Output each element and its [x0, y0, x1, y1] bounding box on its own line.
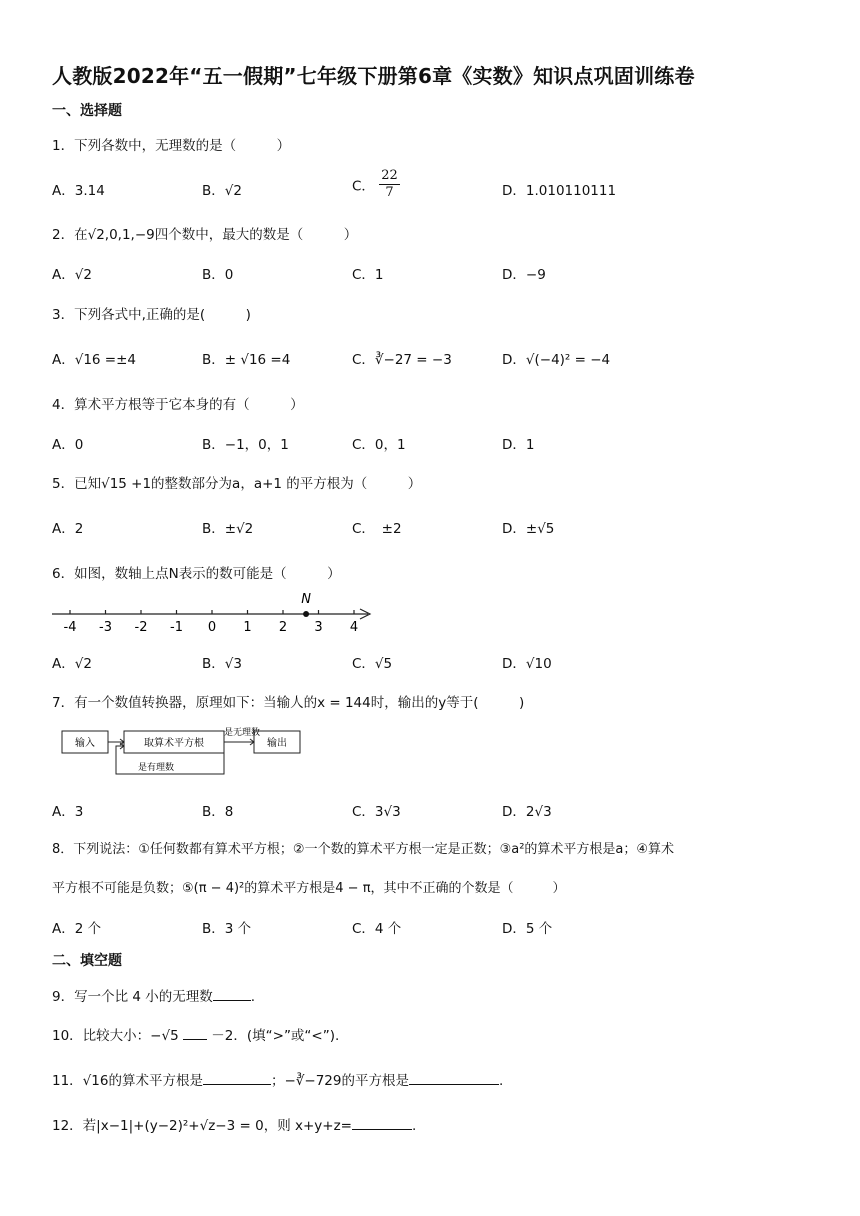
number-line-tick-label: 3	[314, 620, 323, 635]
question-3-option-d: D．√(−4)² = −4	[502, 352, 611, 368]
irrational-label: 是无理数	[224, 728, 261, 738]
question-3-stem: 3．下列各式中,正确的是( )	[52, 307, 251, 323]
page-title: 人教版2022年“五一假期”七年级下册第6章《实数》知识点巩固训练卷	[52, 64, 695, 88]
question-11-answer-blank-1[interactable]	[203, 1072, 271, 1085]
number-line-tick-label: -4	[63, 620, 77, 635]
question-6-option-a: A．√2	[52, 656, 92, 672]
question-4-option-a: A．0	[52, 437, 84, 453]
number-line-tick-label: 1	[243, 620, 252, 635]
question-9-stem: 9．写一个比 4 小的无理数	[52, 989, 213, 1005]
question-12-stem: 12．若|x−1|+(y−2)²+√z−3 = 0，则 x+y+z=	[52, 1118, 352, 1134]
question-6-stem: 6．如图，数轴上点N表示的数可能是（ ）	[52, 566, 341, 582]
question-1-option-a: A．3.14	[52, 183, 105, 199]
question-5-option-c: C． ±2	[352, 521, 402, 537]
question-12-end: .	[412, 1118, 417, 1134]
question-11-stem: 11．√16的算术平方根是	[52, 1073, 203, 1089]
question-7-stem: 7．有一个数值转换器，原理如下：当输人的x = 144时，输出的y等于( )	[52, 695, 525, 711]
question-8-stem-line-1: 8．下列说法：①任何数都有算术平方根；②一个数的算术平方根一定是正数；③a²的算术平方根是a；④算术	[52, 842, 675, 857]
question-1-option-b: B．√2	[202, 183, 242, 199]
fraction-denominator: 7	[385, 185, 394, 200]
question-1-option-d: D．1.010110111	[502, 183, 617, 199]
question-7-option-a: A．3	[52, 804, 84, 820]
input-box-label: 输入	[75, 738, 95, 749]
question-11-answer-blank-2[interactable]	[409, 1072, 499, 1085]
section-heading-choice: 一、选择题	[52, 103, 122, 119]
question-2-option-c: C．1	[352, 267, 384, 283]
question-2-option-b: B．0	[202, 267, 234, 283]
number-line-tick-label: 2	[278, 620, 288, 635]
question-8-option-b: B．3 个	[202, 921, 252, 937]
question-6-option-b: B．√3	[202, 656, 242, 672]
question-2-option-d: D．−9	[502, 267, 546, 283]
fraction	[379, 168, 400, 201]
question-9-end: .	[250, 989, 256, 1005]
number-line-tick-label: 4	[349, 620, 359, 635]
fraction-numerator: 22	[381, 168, 398, 183]
question-4-stem: 4．算术平方根等于它本身的有（ ）	[52, 397, 304, 413]
rational-label: 是有理数	[138, 763, 175, 773]
question-9-answer-blank[interactable]	[213, 988, 251, 1001]
question-2-stem: 2．在√2,0,1,−9四个数中，最大的数是（ ）	[52, 227, 358, 243]
question-4-option-d: D．1	[502, 437, 535, 453]
question-10-stem: 10．比较大小：−√5	[52, 1028, 179, 1044]
question-3-option-b: B．± √16 =4	[202, 352, 291, 368]
question-8-option-d: D．5 个	[502, 921, 553, 937]
question-8-option-c: C．4 个	[352, 921, 402, 937]
question-1-option-c	[352, 168, 400, 201]
question-8-option-a: A．2 个	[52, 921, 102, 937]
question-4-option-b: B．−1，0，1	[202, 437, 289, 453]
section-heading-fill-in: 二、填空题	[52, 953, 122, 969]
number-line-tick-label: -1	[170, 620, 183, 635]
question-11-end: .	[498, 1073, 504, 1089]
question-3-option-c: C．∛−27 = −3	[352, 352, 452, 368]
question-10-answer-blank[interactable]	[183, 1027, 207, 1040]
question-5-option-a: A．2	[52, 521, 84, 537]
process-box-label: 取算术平方根	[144, 738, 204, 749]
question-4-option-c: C．0，1	[352, 437, 406, 453]
question-10	[52, 1024, 339, 1044]
question-12	[52, 1114, 416, 1134]
question-12-answer-blank[interactable]	[352, 1117, 412, 1130]
question-3-option-a: A．√16 =±4	[52, 352, 137, 368]
question-5-stem: 5．已知√15 +1的整数部分为a，a+1 的平方根为（ ）	[52, 476, 422, 492]
number-line-figure	[50, 588, 380, 638]
question-8-stem-line-2: 平方根不可能是负数；⑤(π − 4)²的算术平方根是4 − π，其中不正确的个数是（ ）	[52, 881, 566, 896]
question-7-option-c: C．3√3	[352, 804, 401, 820]
question-7-option-b: B．8	[202, 804, 234, 820]
question-7-option-d: D．2√3	[502, 804, 552, 820]
question-2-option-a: A．√2	[52, 267, 92, 283]
point-n-label: N	[301, 592, 311, 607]
question-6-option-d: D．√10	[502, 656, 552, 672]
converter-flowchart	[60, 722, 310, 778]
option-c-label: C．	[352, 178, 375, 195]
number-line-tick-label: -2	[134, 620, 148, 635]
number-line-tick-label: -3	[99, 620, 112, 635]
output-box-label: 输出	[267, 738, 287, 749]
question-1-stem: 1．下列各数中，无理数的是（ ）	[52, 138, 291, 154]
question-5-option-b: B．±√2	[202, 521, 254, 537]
question-11-middle: ；−∛−729的平方根是	[270, 1073, 409, 1089]
number-line-point-n	[303, 611, 309, 617]
question-6-option-c: C．√5	[352, 656, 393, 672]
number-line-tick-label: 0	[207, 620, 217, 635]
question-10-end: －2．(填“>”或“<”).	[211, 1028, 340, 1044]
question-11	[52, 1069, 503, 1089]
question-9	[52, 985, 255, 1005]
question-5-option-d: D．±√5	[502, 521, 555, 537]
